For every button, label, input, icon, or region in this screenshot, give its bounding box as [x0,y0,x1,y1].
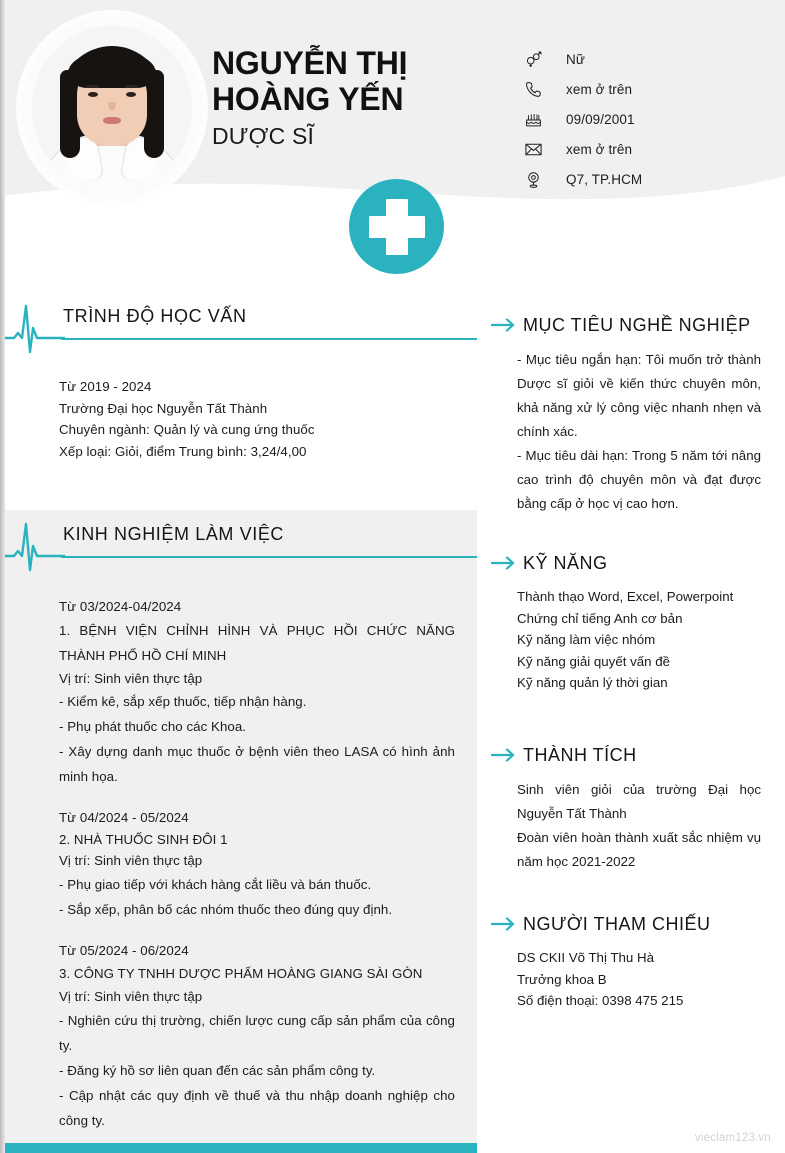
objective-paragraph: - Mục tiêu dài hạn: Trong 5 năm tới nâng cao trình độ chuyên môn và đạt được bằng cấp ở học vị cao hơn. [517,448,761,511]
contact-list [524,44,642,194]
reference-line: Trưởng khoa B [517,971,607,987]
contact-value-gender: Nữ [566,51,585,67]
job-duty: - Phụ phát thuốc cho các Khoa. [59,719,247,734]
avatar [22,16,202,200]
section-objective [477,310,785,516]
arrow-right-icon [491,916,517,932]
experience-item [59,807,455,922]
experience-body [5,576,477,1133]
envelope-icon [524,140,546,159]
gender-icon [524,50,546,69]
job-duty: - Cập nhật các quy định về thuế và thu nhập doanh nghiệp cho công ty. [59,1087,455,1128]
reference-line: Số điện thoại: 0398 475 215 [517,993,684,1008]
experience-heading [5,514,477,576]
heartbeat-pulse-icon [5,514,65,576]
experience-item [59,596,455,789]
arrow-right-icon [491,317,517,333]
footer-accent-bar [5,1143,477,1153]
job-position: Vị trí: Sinh viên thực tập [59,853,203,868]
section-education [5,296,477,462]
skill-item: Thành thạo Word, Excel, Powerpoint [517,589,734,604]
contact-row-gender [524,44,642,74]
objective-paragraph: - Mục tiêu ngắn hạn: Tôi muốn trở thành Dược sĩ giỏi về kiến thức chuyên môn, khả năng xử lý công việc nhanh nhẹn và chính xác. [517,352,761,439]
education-title: TRÌNH ĐỘ HỌC VẤN [63,306,247,326]
achievement-item: Sinh viên giỏi của trường Đại học Nguyễn Tất Thành [517,782,761,821]
skills-heading [477,548,785,578]
contact-value-address: Q7, TP.HCM [566,171,643,187]
contact-value-phone: xem ở trên [566,81,633,97]
reference-title: NGƯỜI THAM CHIẾU [523,913,711,934]
contact-row-address [524,164,642,194]
job-duty: - Phụ giao tiếp với khách hàng cắt liều và bán thuốc. [59,876,372,892]
job-company: 3. CÔNG TY TNHH DƯỢC PHẨM HOÀNG GIANG SÀI GÒN [59,966,423,981]
right-column [477,232,785,1153]
education-line: Trường Đại học Nguyễn Tất Thành [59,400,268,416]
reference-body [477,939,785,1012]
left-edge-strip [0,0,5,1153]
full-name-line2: HOÀNG YẾN [212,80,404,117]
experience-title: KINH NGHIỆM LÀM VIỆC [63,524,285,544]
reference-heading [477,909,785,939]
full-name-line1: NGUYỄN THỊ [212,45,408,81]
heartbeat-pulse-icon [5,296,65,358]
reference-line: DS CKII Võ Thị Thu Hà [517,950,654,965]
section-reference [477,909,785,1012]
birthday-cake-icon [524,110,546,129]
portrait-photo [32,26,192,190]
objective-body [477,340,785,516]
job-period: Từ 05/2024 - 06/2024 [59,942,189,958]
arrow-right-icon [491,555,517,571]
job-duty: - Nghiên cứu thị trường, chiến lược cung cấp sản phẩm của công ty. [59,1012,455,1053]
arrow-right-icon [491,747,517,763]
name-block [212,46,502,150]
skill-item: Kỹ năng làm việc nhóm [517,632,656,647]
experience-item [59,940,455,1133]
location-pin-icon [524,170,546,189]
contact-row-email [524,134,642,164]
job-duty: - Sắp xếp, phân bố các nhóm thuốc theo đúng quy định. [59,901,393,917]
contact-value-birthday: 09/09/2001 [566,111,635,127]
job-company: 2. NHÀ THUỐC SINH ĐÔI 1 [59,831,228,847]
skills-title: KỸ NĂNG [523,552,608,573]
skill-item: Kỹ năng quản lý thời gian [517,675,668,690]
skills-body [477,578,785,694]
contact-row-phone [524,74,642,104]
skill-item: Chứng chỉ tiếng Anh cơ bản [517,610,683,626]
job-duty: - Xây dựng danh mục thuốc ở bệnh viên theo LASA có hình ảnh minh họa. [59,744,455,784]
objective-title: MỤC TIÊU NGHỀ NGHIỆP [523,314,751,335]
objective-heading [477,310,785,340]
phone-icon [524,80,546,99]
achievements-title: THÀNH TÍCH [523,744,637,765]
achievements-heading [477,740,785,770]
job-title: DƯỢC SĨ [212,122,315,149]
job-period: Từ 03/2024-04/2024 [59,599,182,614]
experience-rule [61,556,477,558]
section-skills [477,548,785,694]
education-line: Xếp loại: Giỏi, điểm Trung bình: 3,24/4,00 [59,443,307,459]
education-rule [61,338,477,340]
section-achievements [477,740,785,874]
education-line: Chuyên ngành: Quản lý và cung ứng thuốc [59,422,315,437]
section-experience [5,514,477,1133]
contact-row-birthday [524,104,642,134]
watermark: vieclam123.vn [694,1132,771,1144]
education-body [5,358,477,462]
job-company: 1. BỆNH VIỆN CHỈNH HÌNH VÀ PHỤC HỒI CHỨC NĂNG THÀNH PHỐ HỒ CHÍ MINH [59,622,455,663]
left-column [5,232,477,1153]
education-heading [5,296,477,358]
job-position: Vị trí: Sinh viên thực tập [59,670,203,686]
job-duty: - Đăng ký hồ sơ liên quan đến các sản phẩm công ty. [59,1062,376,1078]
skill-item: Kỹ năng giải quyết vấn đề [517,653,671,669]
achievement-item: Đoàn viên hoàn thành xuất sắc nhiệm vụ năm học 2021-2022 [517,830,761,869]
education-line: Từ 2019 - 2024 [59,379,152,394]
achievements-body [477,770,785,874]
job-duty: - Kiểm kê, sắp xếp thuốc, tiếp nhận hàng. [59,694,307,709]
medical-cross-icon [349,179,444,274]
contact-value-email: xem ở trên [566,141,633,157]
job-period: Từ 04/2024 - 05/2024 [59,810,189,825]
job-position: Vị trí: Sinh viên thực tập [59,989,203,1004]
